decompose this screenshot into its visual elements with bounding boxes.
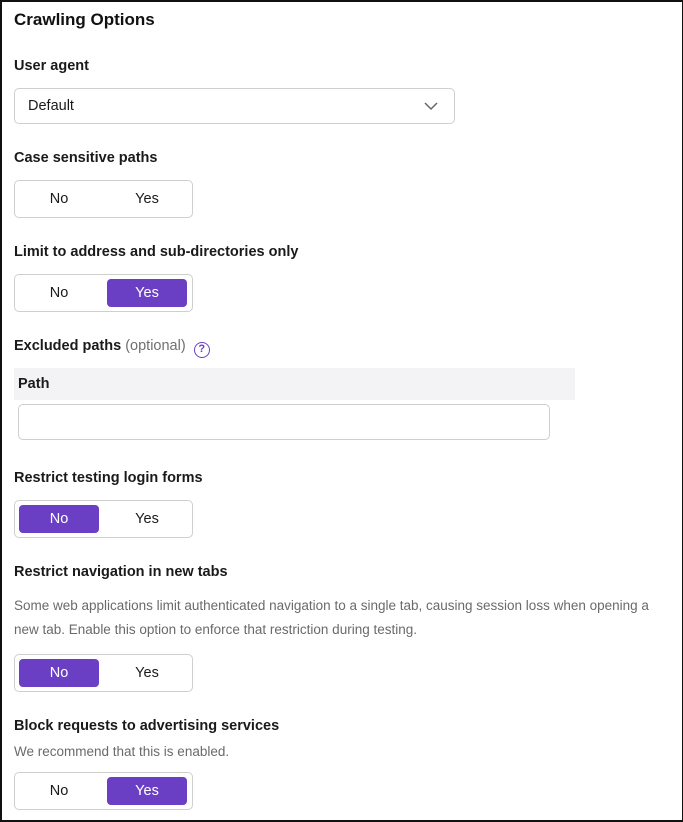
case-sensitive-no-button[interactable]: No [49,191,69,207]
restrict-tabs-description-line2: new tab. Enable this option to enforce that restriction during testing. [14,622,417,637]
user-agent-select[interactable] [14,88,455,124]
restrict-tabs-label: Restrict navigation in new tabs [14,564,228,580]
block-ads-yes-button[interactable]: Yes [107,777,187,805]
block-ads-toggle [14,772,193,810]
restrict-tabs-description [14,594,649,642]
restrict-login-label: Restrict testing login forms [14,470,203,486]
user-agent-label: User agent [14,58,89,74]
restrict-tabs-toggle [14,654,193,692]
block-ads-description: We recommend that this is enabled. [14,744,230,759]
question-circle-icon[interactable]: ? [194,342,210,358]
restrict-login-toggle [14,500,193,538]
restrict-tabs-yes-button[interactable]: Yes [135,665,159,681]
limit-address-toggle [14,274,193,312]
case-sensitive-toggle [14,180,193,218]
user-agent-value: Default [28,98,74,114]
restrict-login-no-button[interactable]: No [19,505,99,533]
restrict-tabs-no-button[interactable]: No [19,659,99,687]
case-sensitive-yes-button[interactable]: Yes [135,191,159,207]
restrict-login-yes-button[interactable]: Yes [135,511,159,527]
limit-address-no-button[interactable]: No [49,285,69,301]
case-sensitive-label: Case sensitive paths [14,150,158,166]
limit-address-yes-button[interactable]: Yes [107,279,187,307]
block-ads-no-button[interactable]: No [49,783,69,799]
block-ads-label: Block requests to advertising services [14,718,280,734]
excluded-paths-title: Excluded paths [14,338,122,354]
section-title: Crawling Options [14,10,155,29]
excluded-paths-table-header [14,368,575,400]
chevron-down-icon [424,101,438,111]
excluded-paths-label [14,338,210,358]
limit-address-label: Limit to address and sub-directories only [14,244,299,260]
excluded-path-input[interactable] [18,404,550,440]
optional-tag: (optional) [125,338,186,354]
path-column-header: Path [18,376,50,392]
restrict-tabs-description-line1: Some web applications limit authenticated navigation to a single tab, causing session loss when opening a [14,598,649,613]
